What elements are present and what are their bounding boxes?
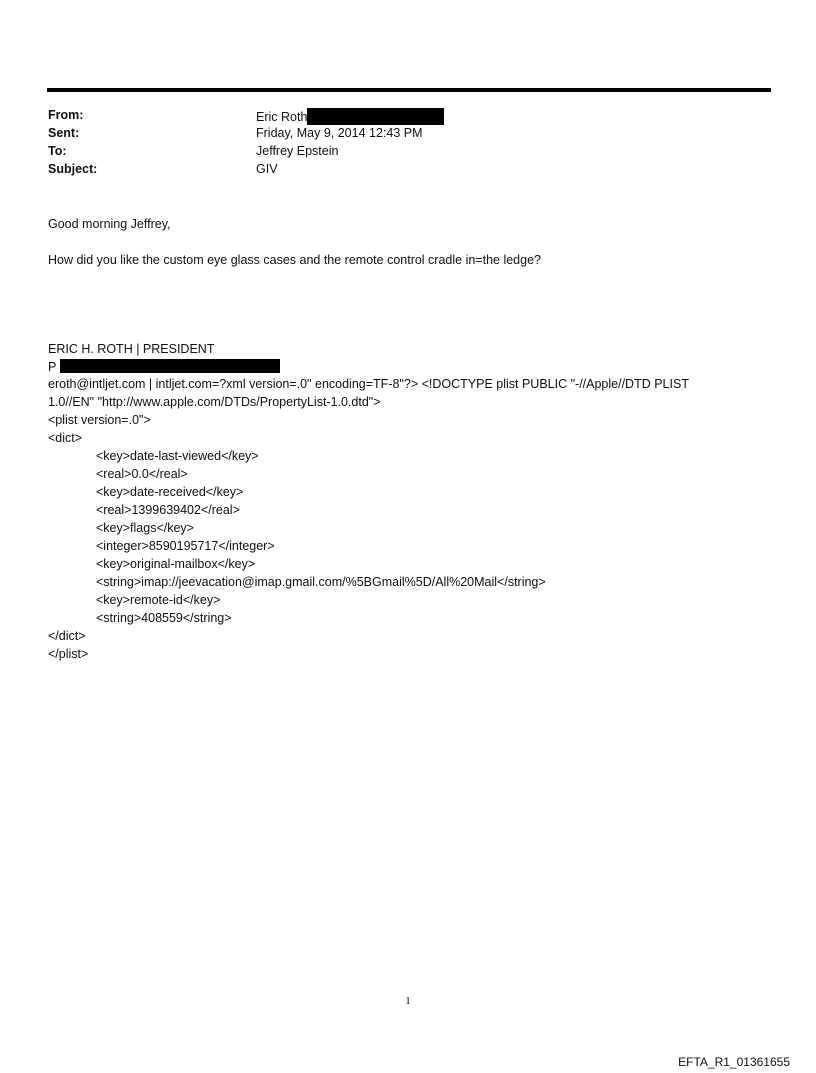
redaction-box	[60, 359, 280, 373]
plist-line: 1.0//EN" "http://www.apple.com/DTDs/PropertyList-1.0.dtd">	[48, 395, 381, 409]
header-rule	[47, 88, 771, 92]
from-value	[256, 108, 444, 125]
plist-line: </plist>	[48, 647, 89, 661]
message-text: How did you like the custom eye glass cases and the remote control cradle in=the ledge?	[48, 253, 541, 267]
plist-line: eroth@intljet.com | intljet.com=?xml version=.0" encoding=TF-8"?> <!DOCTYPE plist PUBLIC "-//Apple//DTD PLIST	[48, 377, 689, 391]
plist-value: <string>408559</string>	[96, 611, 232, 625]
sent-label: Sent:	[48, 126, 80, 140]
plist-line: <dict>	[48, 431, 83, 445]
sent-value: Friday, May 9, 2014 12:43 PM	[256, 126, 423, 140]
plist-key: <key>flags</key>	[96, 521, 194, 535]
to-value: Jeffrey Epstein	[256, 144, 339, 158]
plist-key: <key>date-received</key>	[96, 485, 244, 499]
greeting: Good morning Jeffrey,	[48, 217, 171, 231]
plist-line: <plist version=.0">	[48, 413, 151, 427]
plist-line: </dict>	[48, 629, 86, 643]
document-id: EFTA_R1_01361655	[678, 1055, 790, 1069]
from-name: Eric Roth	[256, 110, 308, 124]
plist-value: <real>0.0</real>	[96, 467, 188, 481]
signature-name: ERIC H. ROTH | PRESIDENT	[48, 342, 215, 356]
plist-key: <key>date-last-viewed</key>	[96, 449, 259, 463]
phone-prefix: P	[48, 360, 57, 374]
subject-label: Subject:	[48, 162, 98, 176]
plist-value: <real>1399639402</real>	[96, 503, 240, 517]
to-label: To:	[48, 144, 67, 158]
subject-value: GIV	[256, 162, 278, 176]
plist-key: <key>remote-id</key>	[96, 593, 221, 607]
plist-key: <key>original-mailbox</key>	[96, 557, 256, 571]
page-number: 1	[405, 995, 411, 1007]
plist-value: <integer>8590195717</integer>	[96, 539, 275, 553]
from-label: From:	[48, 108, 84, 122]
plist-value: <string>imap://jeevacation@imap.gmail.com/%5BGmail%5D/All%20Mail</string>	[96, 575, 546, 589]
signature-phone	[48, 359, 280, 374]
redaction-box	[307, 108, 444, 125]
